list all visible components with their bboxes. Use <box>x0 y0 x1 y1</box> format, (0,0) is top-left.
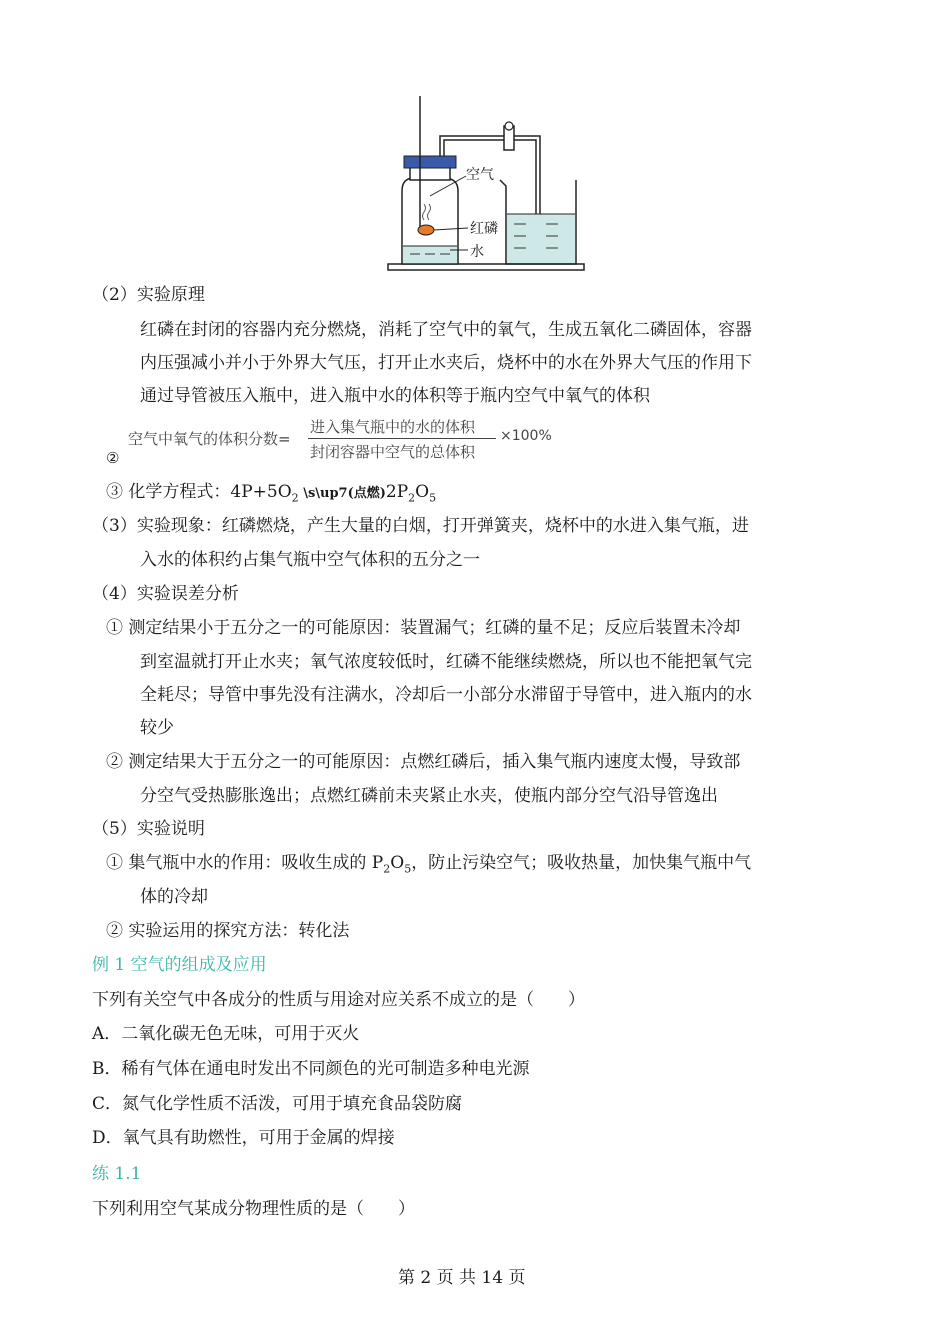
section2-heading: （2）实验原理 <box>92 285 205 305</box>
note-item2: ② 实验运用的探究方法：转化法 <box>106 921 350 941</box>
formula-numerator: 进入集气瓶中的水的体积 <box>310 418 476 436</box>
principle-line-1: 红磷在封闭的容器内充分燃烧，消耗了空气中的氧气，生成五氧化二磷固体，容器 <box>140 320 752 340</box>
practice1-question: 下列利用空气某成分物理性质的是（ ） <box>92 1199 415 1219</box>
fraction-bar <box>308 438 496 439</box>
section4-heading: （4）实验误差分析 <box>92 584 239 604</box>
equation-left: 4P+5O <box>230 482 292 502</box>
note-item1-suffix: ，防止污染空气；吸收热量，加快集气瓶中气 <box>411 853 752 873</box>
example1-question: 下列有关空气中各成分的性质与用途对应关系不成立的是（ ） <box>92 990 585 1010</box>
example1-option-c: C．氮气化学性质不活泼，可用于填充食品袋防腐 <box>92 1094 463 1114</box>
example1-option-d: D．氧气具有助燃性，可用于金属的焊接 <box>92 1128 395 1148</box>
label-water: 水 <box>470 244 484 260</box>
note-item1-prefix: ① 集气瓶中水的作用：吸收生成的 P <box>106 853 384 873</box>
example1-option-a: A．二氧化碳无色无味，可用于灭火 <box>92 1024 360 1044</box>
section3-line-1: （3）实验现象：红磷燃烧，产生大量的白烟，打开弹簧夹，烧杯中的水进入集气瓶，进 <box>92 516 749 536</box>
section3-line-2: 入水的体积约占集气瓶中空气体积的五分之一 <box>140 550 480 570</box>
example1-option-b: B．稀有气体在通电时发出不同颜色的光可制造多种电光源 <box>92 1059 530 1079</box>
error-item1-line-1: ① 测定结果小于五分之一的可能原因：装置漏气；红磷的量不足；反应后装置未冷却 <box>106 618 741 638</box>
error-item2-line-2: 分空气受热膨胀逸出；点燃红磷前未夹紧止水夹，使瓶内部分空气沿导管逸出 <box>140 786 718 806</box>
equation-o5-sub: 5 <box>429 491 437 505</box>
error-item1-line-2: 到室温就打开止水夹；氧气浓度较低时，红磷不能继续燃烧，所以也不能把氧气完 <box>140 652 752 672</box>
equation-o: O <box>415 482 430 502</box>
formula-denominator: 封闭容器中空气的总体积 <box>310 443 476 461</box>
equation-marker: ③ 化学方程式： <box>106 482 231 502</box>
equation-o-sub: 2 <box>291 491 299 505</box>
page-footer: 第 2 页 共 14 页 <box>398 1268 526 1288</box>
principle-line-2: 内压强减小并小于外界大气压，打开止水夹后，烧杯中的水在外界大气压的作用下 <box>140 353 752 373</box>
label-air: 空气 <box>466 167 494 183</box>
chemical-equation <box>106 480 436 510</box>
formula-marker: ② <box>106 449 120 467</box>
formula-times: ×100% <box>500 428 552 444</box>
note-item1-sub1: 2 <box>383 862 391 876</box>
note-item1-line-1 <box>106 851 751 881</box>
equation-p-sub: 2 <box>408 491 416 505</box>
example1-title: 例 1 空气的组成及应用 <box>92 955 267 975</box>
section5-heading: （5）实验说明 <box>92 819 205 839</box>
formula-lhs: 空气中氧气的体积分数= <box>128 430 291 448</box>
error-item2-line-1: ② 测定结果大于五分之一的可能原因：点燃红磷后，插入集气瓶内速度太慢，导致部 <box>106 752 741 772</box>
note-item1-sub2: 5 <box>404 862 412 876</box>
equation-right: 2P <box>385 482 409 502</box>
note-item1-line-2: 体的冷却 <box>140 887 208 907</box>
principle-line-3: 通过导管被压入瓶中，进入瓶中水的体积等于瓶内空气中氧气的体积 <box>140 386 650 406</box>
error-item1-line-3: 全耗尽；导管中事先没有注满水，冷却后一小部分水滞留于导管中，进入瓶内的水 <box>140 685 752 705</box>
equation-condition: \s\up7(点燃) <box>298 486 386 501</box>
experiment-apparatus-diagram <box>380 96 600 274</box>
note-item1-o: O <box>390 853 405 873</box>
volume-fraction-formula <box>128 416 568 464</box>
error-item1-line-4: 较少 <box>140 718 174 738</box>
label-phosphorus: 红磷 <box>470 221 498 237</box>
practice1-title: 练 1.1 <box>92 1164 142 1184</box>
